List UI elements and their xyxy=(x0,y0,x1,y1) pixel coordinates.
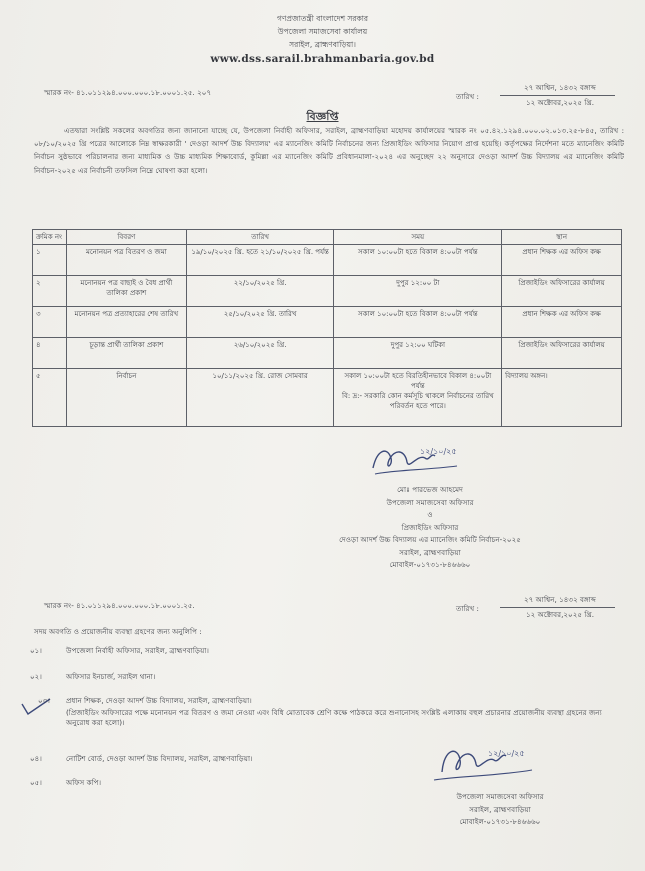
row-time-note: বি: দ্র:- সরকারি কোন কর্মসূচি থাকলে নির্বাচনের তারিখ পরিবর্তন হতে পারে। xyxy=(341,392,494,410)
row-description: মনোনয়ন পত্র বিতরণ ও জমা xyxy=(66,245,186,276)
memo2-date-label: তারিখ : xyxy=(456,604,479,613)
memo-date-bangla: ২৭ আশ্বিন, ১৪৩২ বঙ্গাব্দ xyxy=(524,83,596,92)
notice-title: বিজ্ঞপ্তি xyxy=(306,110,339,123)
signatory-place: সরাইল, ব্রাহ্মণবাড়িয়া xyxy=(399,547,461,557)
memo2-reference: স্মারক নং- ৪১.০১১২৯৪.০০০.০০০.১৮.০০০১.২৫. xyxy=(44,601,195,610)
election-schedule-table xyxy=(32,229,622,427)
govt-name: গণপ্রজাতন্ত্রী বাংলাদেশ সরকার xyxy=(276,14,369,23)
date2-divider xyxy=(500,607,615,608)
row-description: মনোনয়ন পত্র প্রত্যাহারের শেষ তারিখ xyxy=(66,307,186,338)
copy-item-2: অফিসার ইনচার্জ, সরাইল থানা। xyxy=(66,672,156,681)
copy-no-5: ০৫। xyxy=(30,778,42,787)
date-divider xyxy=(500,95,615,96)
memo-date-label: তারিখ : xyxy=(456,92,479,101)
col-date: তারিখ xyxy=(186,230,334,245)
table-row xyxy=(33,307,622,338)
memo-reference: স্মারক নং- ৪১.০১১২৯৪.০০০.০০০.১৮.০০০১.২৫. ২০৭ xyxy=(44,88,212,97)
copy-item-4: নোটিশ বোর্ড, দেওড়া আদর্শ উচ্চ বিদ্যালয়, সরাইল, ব্রাহ্মণবাড়িয়া। xyxy=(66,754,253,763)
signatory-block-2 xyxy=(390,791,610,829)
row-place: প্রিজাইডিং অফিসারের কার্যালয় xyxy=(502,276,622,307)
table-row xyxy=(33,245,622,276)
signature-date-2: ১২/১০/২৫ xyxy=(488,749,525,758)
office-location: সরাইল, ব্রাহ্মণবাড়িয়া। xyxy=(289,40,356,49)
signatory2-place: সরাইল, ব্রাহ্মণবাড়িয়া xyxy=(469,804,531,814)
signatory2-mobile: মোবাইল-০১৭৩১-৮৪৬৬৬০ xyxy=(459,817,541,826)
row-serial: ৪ xyxy=(33,338,67,369)
office-website[interactable]: www.dss.sarail.brahmanbaria.gov.bd xyxy=(210,53,435,65)
copy-intro: সদয় অবগতি ও প্রয়োজনীয় ব্যবস্থা গ্রহণের জন্য অনুলিপি : xyxy=(34,627,202,636)
row-date: ২৫/১০/২০২৫ খ্রি. তারিখ xyxy=(186,307,334,338)
row-date: ২৬/১০/২০২৫ খ্রি. xyxy=(186,338,334,369)
signatory-role: প্রিজাইডিং অফিসার xyxy=(401,522,459,532)
notice-body: এতদ্বারা সংশ্লিষ্ট সকলের অবগতির জন্য জানানো যাচ্ছে যে, উপজেলা নির্বাহী অফিসার, সরাইল, ব্রাহ্মণবাড়িয়া মহোদয় কার্যালয়ের স্মারক নং ০৫.৪২.১২৯৪.০০০.০২.০১৩.২৫-৮৪৫, তারিখ : ০৮/১০/২০২৫ খ্রি পত্রের আলোকে নিম্ন স্বাক্ষরকারী ' দেওড়া আদর্শ উচ্চ বিদ্যালয়' এর ম্যানেজিং কমিটি নির্বাচনের জন্য প্রিজাইডিং অফিসার নিয়োগ প্রাপ্ত হয়েছি। কর্তৃপক্ষের নির্দেশনা মতে ম্যানেজিং কমিটি নির্বাচন সুষ্ঠভাবে পরিচালনার জন্য মাধ্যমিক ও উচ্চ মাধ্যমিক শিক্ষাবোর্ড, কুমিল্লা এর ম্যানেজিং কমিটি প্রবিধানমালা-২০২৪ এর অনুচ্ছেদ ২২ অনুসারে দেওড়া আদর্শ উচ্চ বিদ্যালয় এর ম্যানেজিং কমিটি নির্বাচন-২০২৫ এর নির্বাচনী তফসিল নিম্নে ঘোষণা করা হলো। xyxy=(34,126,624,175)
row-place: প্রিজাইডিং অফিসারের কার্যালয় xyxy=(502,338,622,369)
table-row xyxy=(33,338,622,369)
signatory-designation: উপজেলা সমাজসেবা অফিসার xyxy=(386,497,474,507)
col-time: সময় xyxy=(334,230,502,245)
row-description: মনোনয়ন পত্র বাছাই ও বৈধ প্রার্থী তালিকা প্রকাশ xyxy=(66,276,186,307)
row-time: দুপুর ১২:০০ টা xyxy=(334,276,502,307)
col-place: স্থান xyxy=(502,230,622,245)
table-header-row xyxy=(33,230,622,245)
signatory-block-1 xyxy=(280,484,580,572)
handwritten-signature-2-icon xyxy=(428,738,538,790)
copy-no-3: ০৩। xyxy=(38,696,50,705)
table-row xyxy=(33,369,622,427)
row-serial: ৫ xyxy=(33,369,67,427)
signatory-and: ও xyxy=(427,510,433,519)
row-time: সকাল ১০:০০টা হতে বিকাল ৪:০০টা পর্যন্ত xyxy=(334,307,502,338)
row-serial: ৩ xyxy=(33,307,67,338)
row-date: ১৯/১০/২০২৫ খ্রি. হতে ২১/১০/২০২৫ খ্রি. পর্যন্ত xyxy=(186,245,334,276)
row-time: সকাল ১০:০০টা হতে বিকাল ৪:০০টা পর্যন্ত xyxy=(334,245,502,276)
row-place: বিদ্যালয় অঙ্গন। xyxy=(502,369,622,427)
signatory-mobile: মোবাইল-০১৭৩১-৮৪৬৬৬০ xyxy=(389,560,471,569)
row-serial: ২ xyxy=(33,276,67,307)
row-date: ২২/১০/২০২৫ খ্রি. xyxy=(186,276,334,307)
signatory2-designation: উপজেলা সমাজসেবা অফিসার xyxy=(456,792,544,801)
row-place: প্রধান শিক্ষক এর অফিস কক্ষ xyxy=(502,307,622,338)
memo2-date-bangla: ২৭ আশ্বিন, ১৪৩২ বঙ্গাব্দ xyxy=(524,595,596,604)
row-time-cell xyxy=(334,369,502,427)
signatory-name: মোঃ পারভেজ আহমেদ xyxy=(397,485,463,494)
signature-date-1: ১২/১০/২৫ xyxy=(420,447,457,456)
signatory-school: দেওড়া আদর্শ উচ্চ বিদ্যালয় এর ম্যানেজিং কমিটি নির্বাচন-২০২৫ xyxy=(339,535,521,544)
copy-item-3: প্রধান শিক্ষক, দেওড়া আদর্শ উচ্চ বিদ্যালয়, সরাইল, ব্রাহ্মণবাড়িয়া। xyxy=(66,696,252,705)
col-description: বিবরণ xyxy=(66,230,186,245)
row-date: ১০/১১/২০২৫ খ্রি. রোজ সোমবার xyxy=(186,369,334,427)
row-description: চূড়ান্ত প্রার্থী তালিকা প্রকাশ xyxy=(66,338,186,369)
memo-date-english: ১২ অক্টোবর,২০২৫ খ্রি. xyxy=(525,98,595,107)
copy-item-3-note: (প্রিজাইডিং অফিসারের পক্ষে মনোনয়ন পত্র বিতরণ ও জমা নেওয়া এবং বিধি মোতাবেক শ্রেণি কক্ষে পাঠকরে করে শুনানোসহ সংশ্লিষ্ট এলাকায় বহুল প্রচারনার প্রয়োজনীয় ব্যবস্থা গ্রহনের জন্য অনুরোধ করা হলো)। xyxy=(66,708,602,727)
copy-no-2: ০২। xyxy=(30,672,42,681)
copy-item-1: উপজেলা নির্বাহী অফিসার, সরাইল, ব্রাহ্মণবাড়িয়া। xyxy=(66,646,209,655)
col-serial: ক্রমিক নং xyxy=(33,230,67,245)
memo2-date-english: ১২ অক্টোবর,২০২৫ খ্রি. xyxy=(525,610,595,619)
copy-no-1: ০১। xyxy=(30,646,42,655)
row-serial: ১ xyxy=(33,245,67,276)
office-name: উপজেলা সমাজসেবা কার্যালয় xyxy=(277,27,368,36)
copy-item-5: অফিস কপি। xyxy=(66,778,102,787)
copy-no-4: ০৪। xyxy=(30,754,42,763)
row-time: সকাল ১০:০০টা হতে বিরতিহীনভাবে বিকাল ৪:০০টা পর্যন্ত xyxy=(344,372,492,390)
row-place: প্রধান শিক্ষক এর অফিস কক্ষ xyxy=(502,245,622,276)
row-time: দুপুর ১২:০০ ঘটিকা xyxy=(334,338,502,369)
table-row xyxy=(33,276,622,307)
row-description: নির্বাচন xyxy=(66,369,186,427)
